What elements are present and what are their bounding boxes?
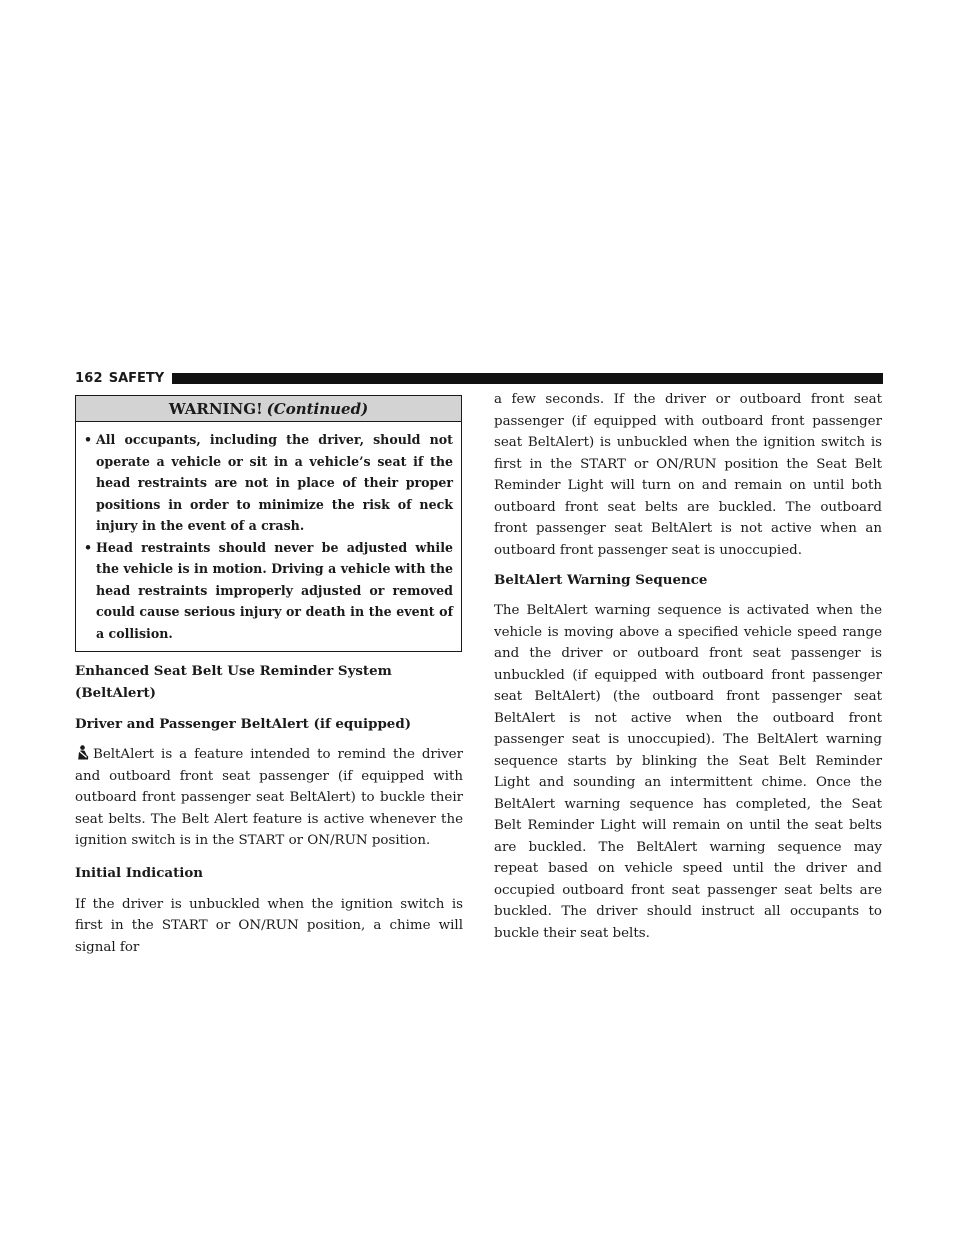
warning-title: WARNING!	[168, 400, 263, 418]
page-header	[75, 370, 883, 386]
driver-paragraph-text: BeltAlert is a feature intended to remind the driver and outboard front seat passenger (if equipped with outboard front passenger seat BeltAlert) to buckle their seat belts. The Belt Alert feature is active whenever the ignition switch is in the START or ON/RUN position.	[75, 747, 463, 848]
warning-box	[75, 395, 462, 652]
driver-paragraph	[75, 744, 463, 852]
sequence-paragraph: The BeltAlert warning sequence is activated when the vehicle is moving above a specified vehicle speed range and the driver or outboard front seat passenger is unbuckled (if equipped with outboard front passenger seat BeltAlert) (the outboard front passenger seat BeltAlert is not active when the outboard front passenger seat is unoccupied). The BeltAlert warning sequence starts by blinking the Seat Belt Reminder Light and sounding an intermittent chime. Once the BeltAlert warning sequence has completed, the Seat Belt Reminder Light will remain on until the seat belts are buckled. The BeltAlert warning sequence may repeat based on vehicle speed until the driver and occupied outboard front seat passenger seat belts are buckled. The driver should instruct all occupants to buckle their seat belts.	[494, 603, 882, 941]
page-number: 162	[75, 370, 103, 386]
warning-continued: (Continued)	[266, 400, 369, 418]
left-column	[75, 395, 463, 958]
initial-heading: Initial Indication	[75, 864, 204, 881]
initial-paragraph-left: If the driver is unbuckled when the ignition switch is first in the START or ON/RUN position, a chime will signal for	[75, 896, 463, 955]
enhanced-heading: Enhanced Seat Belt Use Reminder System (BeltAlert)	[75, 663, 392, 701]
header-rule	[172, 373, 883, 384]
sequence-heading: BeltAlert Warning Sequence	[494, 572, 708, 588]
warning-item	[84, 537, 453, 645]
seatbelt-reminder-icon	[75, 745, 89, 760]
section-title: SAFETY	[108, 370, 165, 386]
driver-heading: Driver and Passenger BeltAlert (if equipped)	[75, 716, 412, 732]
warning-item-text: All occupants, including the driver, should not operate a vehicle or sit in a vehicle’s seat if the head restraints are not in place of their proper positions in order to minimize the risk of neck injury in the event of a crash.	[96, 432, 453, 533]
bullet-icon: •	[84, 539, 93, 555]
bullet-icon: •	[84, 432, 93, 447]
warning-header	[76, 396, 461, 422]
warning-item-text: Head restraints should never be adjusted while the vehicle is in motion. Driving a vehicle with the head restraints improperly adjusted or removed could cause serious injury or death in the event of a collision.	[96, 539, 453, 641]
warning-item	[84, 429, 453, 537]
initial-paragraph-right: a few seconds. If the driver or outboard front seat passenger (if equipped with outboard front passenger seat BeltAlert) is unbuckled when the ignition switch is first in the START or ON/RUN position the Seat Belt Reminder Light will turn on and remain on until both outboard front seat belts are buckled. The outboard front passenger seat BeltAlert is not active when an outboard front passenger seat is unoccupied.	[494, 392, 882, 558]
right-column	[494, 389, 882, 944]
warning-body	[76, 422, 461, 651]
